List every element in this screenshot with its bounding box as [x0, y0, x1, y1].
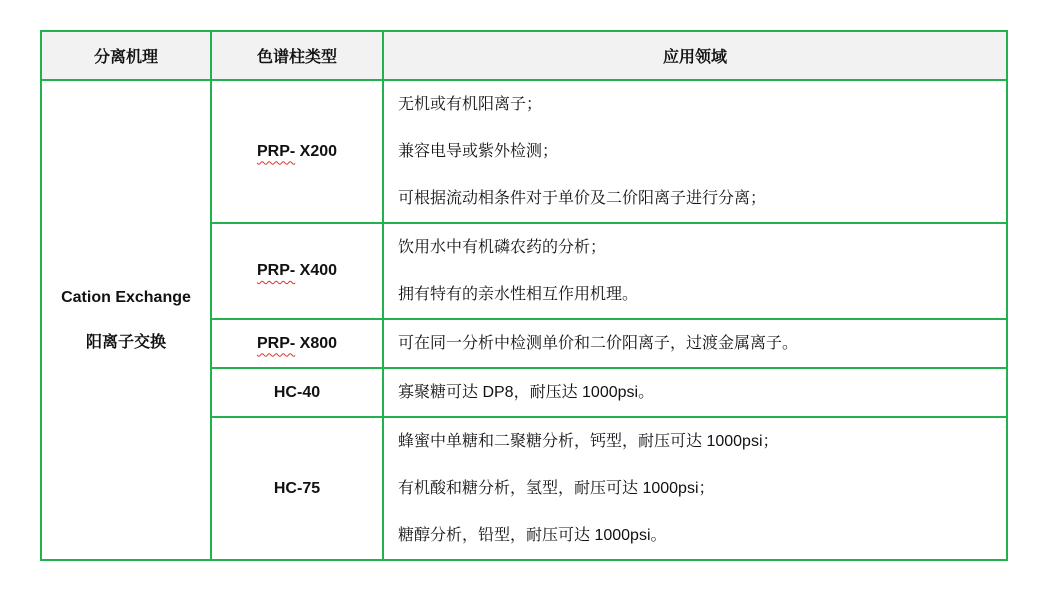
column-spec-table — [40, 30, 1008, 561]
application-cell — [383, 368, 1007, 417]
application-cell — [383, 80, 1007, 223]
application-line: 可根据流动相条件对于单价及二价阳离子进行分离； — [398, 190, 767, 207]
application-line: 可在同一分析中检测单价和二价阳离子，过渡金属离子。 — [398, 335, 799, 352]
application-line: 寡聚糖可达 DP8，耐压达 1000psi。 — [398, 384, 655, 401]
column-model: HC-40 — [273, 383, 321, 401]
column-prefix: PRP- — [256, 262, 296, 279]
column-prefix: PRP- — [256, 334, 296, 352]
mechanism-zh: 阳离子交换 — [85, 333, 166, 351]
column-type-cell — [211, 319, 383, 368]
application-line: 有机酸和糖分析，氢型，耐压可达 1000psi； — [398, 480, 715, 497]
application-line: 无机或有机阳离子； — [398, 96, 543, 113]
column-type-cell — [211, 80, 383, 223]
column-type-cell — [211, 368, 383, 417]
application-line: 蜂蜜中单糖和二聚糖分析，钙型，耐压可达 1000psi； — [398, 433, 779, 450]
column-model: X400 — [295, 262, 338, 279]
application-cell — [383, 319, 1007, 368]
application-cell — [383, 417, 1007, 560]
column-model: HC-75 — [273, 479, 321, 497]
header-mechanism: 分离机理 — [41, 31, 211, 80]
header-application: 应用领域 — [383, 31, 1007, 80]
column-type-cell — [211, 223, 383, 319]
column-model: X200 — [295, 142, 338, 160]
header-column-type: 色谱柱类型 — [211, 31, 383, 80]
column-model: X800 — [295, 334, 338, 352]
column-prefix: PRP- — [256, 142, 296, 160]
application-line: 饮用水中有机磷农药的分析； — [398, 239, 607, 256]
application-cell — [383, 223, 1007, 319]
mechanism-cell — [41, 80, 211, 560]
application-line: 拥有特有的亲水性相互作用机理。 — [398, 286, 639, 303]
column-type-cell — [211, 417, 383, 560]
application-line: 糖醇分析，铅型，耐压可达 1000psi。 — [398, 527, 667, 544]
application-line: 兼容电导或紫外检测； — [398, 143, 559, 160]
mechanism-en: Cation Exchange — [61, 288, 191, 306]
table-row — [41, 80, 1007, 223]
header-row — [41, 31, 1007, 80]
